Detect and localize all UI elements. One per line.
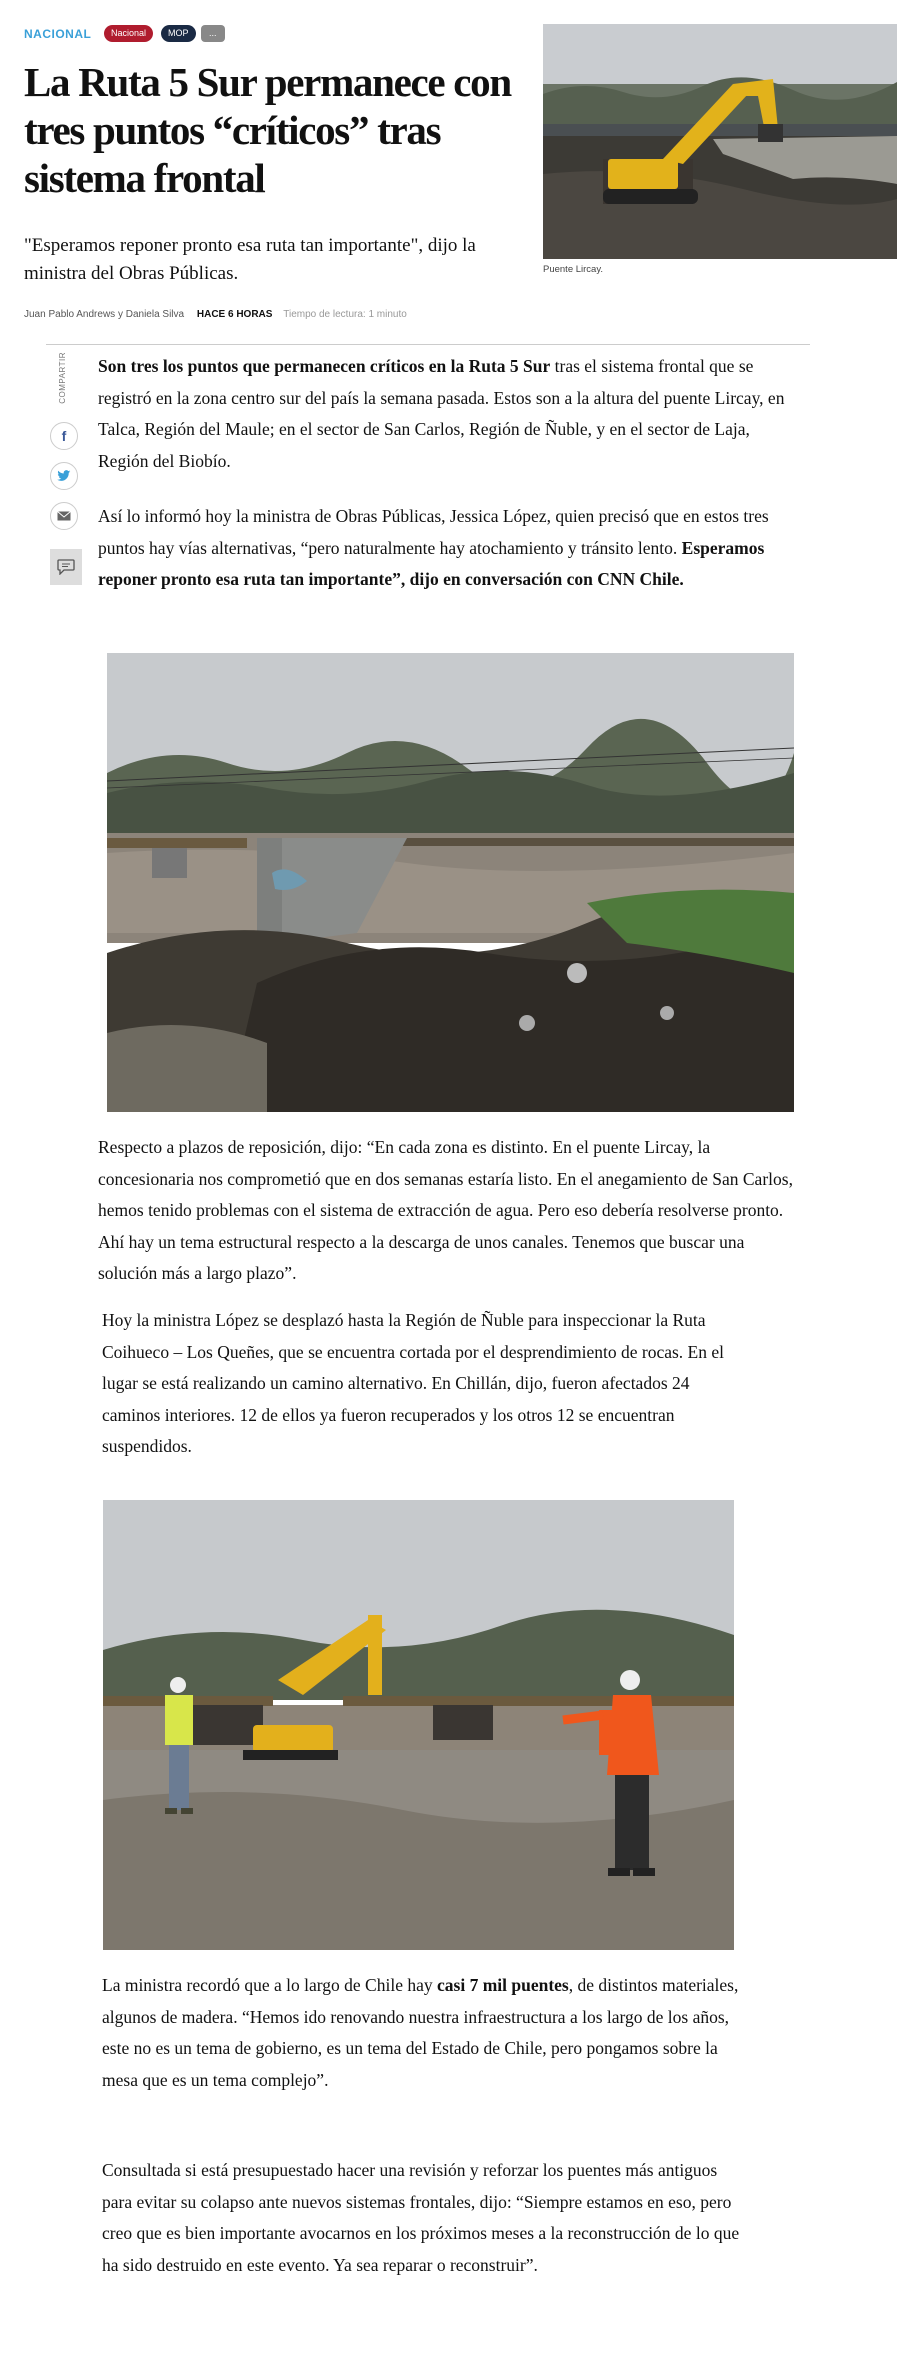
tag-mop[interactable]: MOP [161,25,196,42]
paragraph-5 [102,1970,742,2096]
facebook-icon: f [61,428,67,444]
paragraph-1 [98,351,798,477]
more-tags-button[interactable]: ... [201,25,225,42]
paragraph-2-quote: Esperamos reponer pronto esa ruta tan importante”, dijo en conversación con CNN Chile. [98,537,765,589]
section-link[interactable]: NACIONAL [24,27,92,41]
bridge-collapse-photo [107,653,794,1112]
paragraph-1-text: tras el sistema frontal que se registró en la zona centro sur del país la semana pasada. Estos son a la altura del puente Lircay, en Talca, Región del Maule; en el sector de San Carlos, Región de Ñuble, y en el sector de Laja, Región del Biobío. [98,356,785,471]
paragraph-2-text: Así lo informó hoy la ministra de Obras Públicas, Jessica López, quien precisó que en estos tres puntos hay vías alternativas, “pero naturalmente hay atochamiento y tránsito lento. [98,506,769,558]
paragraph-1-lead: Son tres los puntos que permanecen críticos en la Ruta 5 Sur [98,356,551,376]
email-share-button[interactable] [50,502,78,530]
paragraph-2 [98,501,798,596]
hero-caption: Puente Lircay. [543,264,604,275]
divider [46,344,810,345]
paragraph-4: Hoy la ministra López se desplazó hasta la Región de Ñuble para inspeccionar la Ruta Coihueco – Los Queñes, que se encuentra cortada por el desprendimiento de rocas. En el lugar se está realizando un camino alternativo. En Chillán, dijo, fueron afectados 24 caminos interiores. 12 de ellos ya fueron recuperados y los otros 12 se encuentran suspendidos. [102,1310,725,1456]
facebook-share-button[interactable] [50,422,78,450]
comments-button[interactable] [50,549,82,585]
twitter-share-button[interactable] [50,462,78,490]
byline [24,309,407,320]
share-label: COMPARTIR [58,352,67,404]
paragraph-3: Respecto a plazos de reposición, dijo: “En cada zona es distinto. En el puente Lircay, la concesionaria nos comprometió que en dos semanas estaría listo. En el anegamiento de San Carlos, hemos tenido problemas con el sistema de extracción de agua. Pero eso debería resolverse pronto. Ahí hay un tema estructural respecto a la descarga de unos canales. Tenemos que buscar una solución más a largo plazo”. [98,1137,793,1283]
authors[interactable]: Juan Pablo Andrews y Daniela Silva [24,309,185,320]
inspection-photo [103,1500,734,1950]
comment-icon [57,559,75,575]
paragraph-5-highlight: casi 7 mil puentes [437,1975,569,1995]
paragraph-5-text-a: La ministra recordó que a lo largo de Chile hay [102,1975,437,1995]
subheadline: "Esperamos reponer pronto esa ruta tan importante", dijo la ministra del Obras Públicas. [24,235,476,284]
twitter-icon [57,470,71,482]
headline: La Ruta 5 Sur permanece con tres puntos “críticos” tras sistema frontal [24,59,511,201]
email-icon [57,511,71,521]
read-time: Tiempo de lectura: 1 minuto [283,309,407,320]
tag-nacional[interactable]: Nacional [104,25,153,42]
hero-image [543,24,897,259]
paragraph-5-text-b: , de distintos materiales, algunos de madera. “Hemos ido renovando nuestra infraestructura a los largo de los años, este no es un tema de gobierno, es un tema del Estado de Chile, pero pongamos sobre la mesa que es un tema complejo”. [102,1975,739,2090]
paragraph-6: Consultada si está presupuestado hacer una revisión y reforzar los puentes más antiguos para evitar su colapso ante nuevos sistemas frontales, dijo: “Siempre estamos en eso, pero creo que es bien importante avocarnos en los próximos meses a la reconstrucción de lo que ha sido destruido en este evento. Ya sea reparar o reconstruir”. [102,2160,740,2275]
time-ago: HACE 6 HORAS [196,309,273,320]
